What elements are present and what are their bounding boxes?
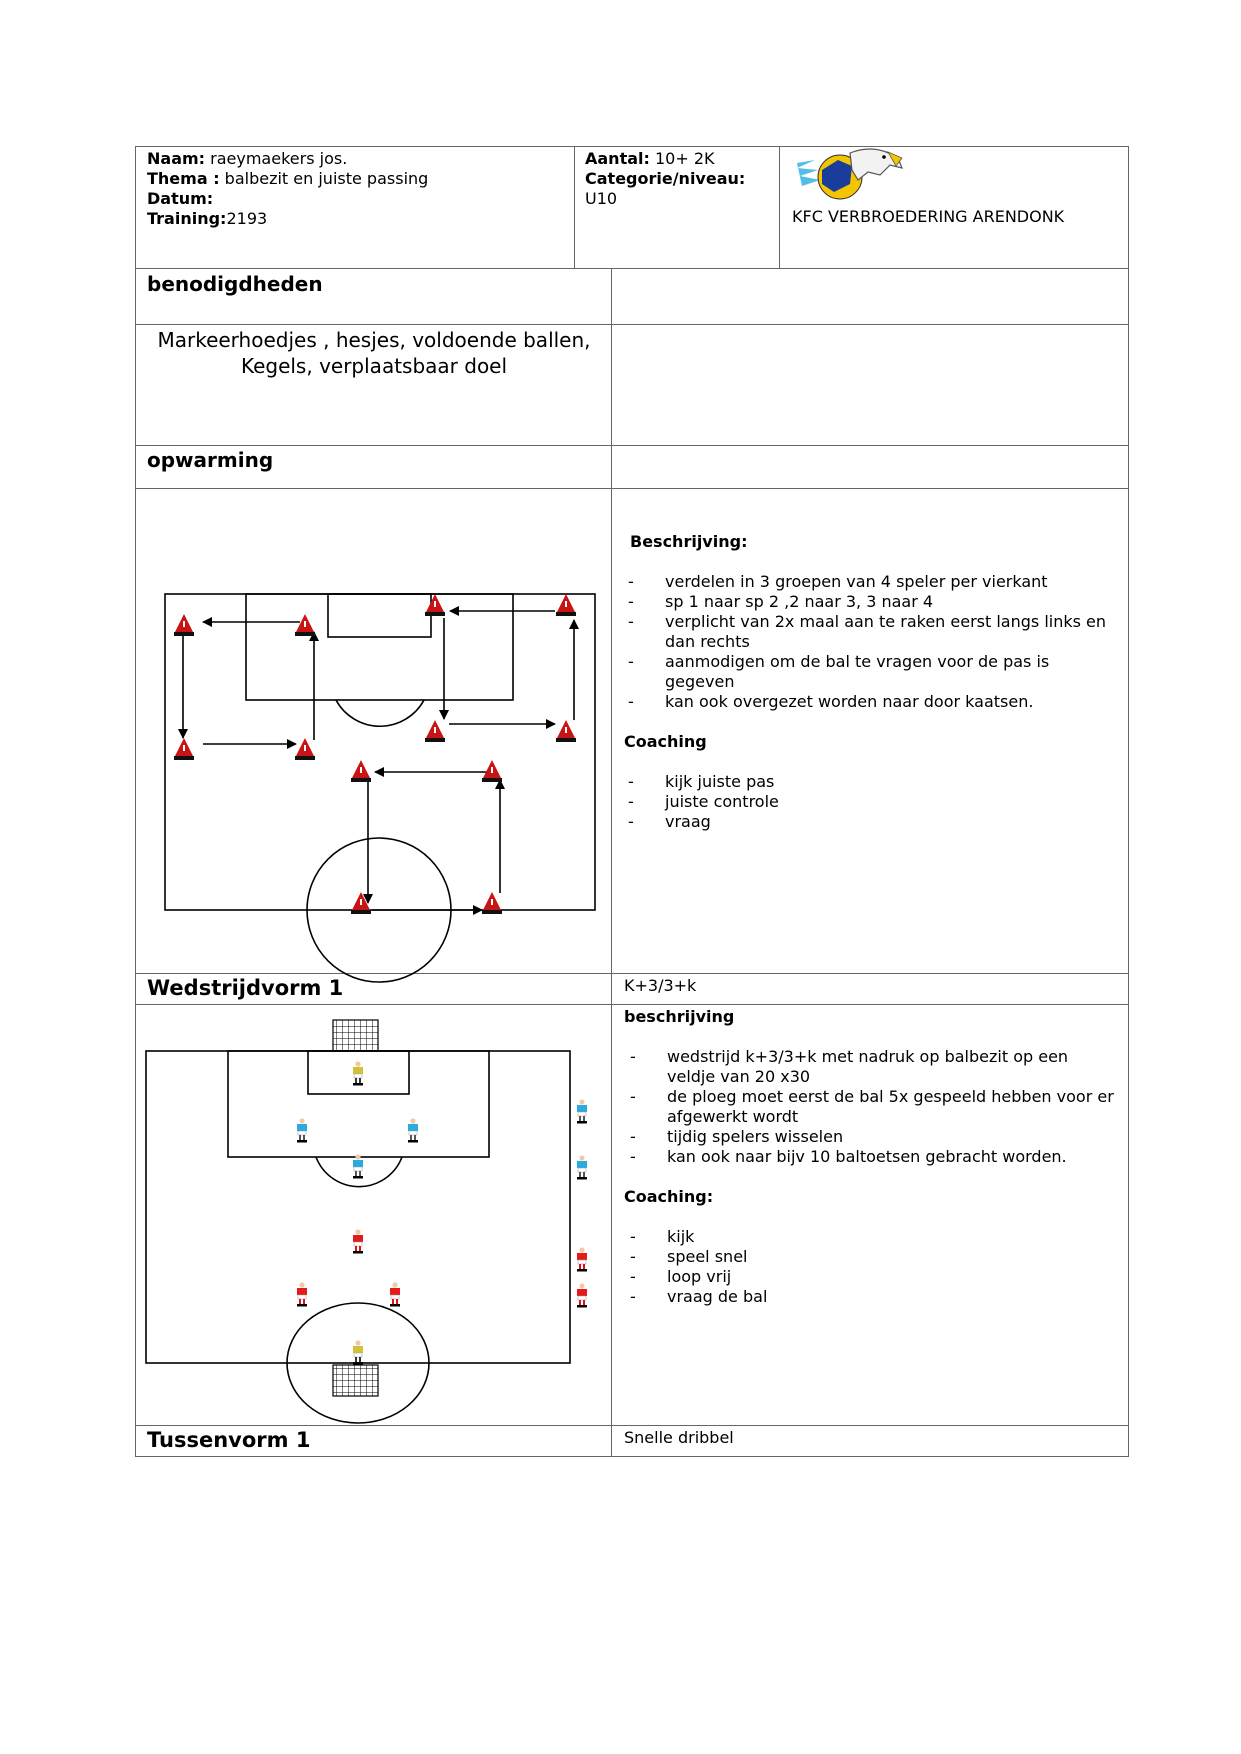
section-title-wedstrijdvorm: Wedstrijdvorm 1 bbox=[147, 976, 344, 1000]
wedstrijdvorm-description bbox=[624, 1007, 1114, 1307]
red-player-icon bbox=[577, 1283, 587, 1307]
goal-area bbox=[328, 594, 431, 637]
cone-icon bbox=[174, 614, 194, 636]
section-title-benodigdheden: benodigdheden bbox=[147, 272, 323, 296]
list-item: - aanmodigen om de bal te vragen voor de pas is gegeven bbox=[628, 652, 1118, 692]
cone-icon bbox=[482, 892, 502, 914]
list-item: - loop vrij bbox=[630, 1267, 1114, 1287]
blue-player-icon bbox=[577, 1155, 587, 1179]
blue-player-icon bbox=[353, 1154, 363, 1178]
red-player-icon bbox=[390, 1282, 400, 1306]
coaching-list bbox=[628, 772, 1118, 832]
aantal-label: Aantal: bbox=[585, 149, 650, 168]
blue-player-icon bbox=[577, 1099, 587, 1123]
red-player-icon bbox=[297, 1282, 307, 1306]
list-item: - kijk bbox=[630, 1227, 1114, 1247]
equipment-line: Kegels, verplaatsbaar doel bbox=[240, 354, 508, 378]
list-item: - kan ook overgezet worden naar door kaatsen. bbox=[628, 692, 1118, 712]
goal-icon bbox=[333, 1020, 378, 1051]
list-item: - verplicht van 2x maal aan te raken eerst langs links en dan rechts bbox=[628, 612, 1118, 652]
tussenvorm-subtitle: Snelle dribbel bbox=[624, 1428, 734, 1447]
list-item: - verdelen in 3 groepen van 4 speler per vierkant bbox=[628, 572, 1118, 592]
goal-icon bbox=[333, 1365, 378, 1396]
keeper-player-icon bbox=[353, 1340, 363, 1364]
list-item: - vraag bbox=[628, 812, 1118, 832]
categorie-value: U10 bbox=[585, 189, 618, 208]
cone-icon bbox=[174, 738, 194, 760]
header-group-info bbox=[585, 149, 775, 209]
red-player-icon bbox=[353, 1229, 363, 1253]
beschrijving-title: Beschrijving: bbox=[630, 532, 748, 551]
list-item: - sp 1 naar sp 2 ,2 naar 3, 3 naar 4 bbox=[628, 592, 1118, 612]
cone-icon bbox=[295, 738, 315, 760]
cone-icon bbox=[351, 760, 371, 782]
coaching-title: Coaching bbox=[624, 732, 707, 751]
section-title-tussenvorm: Tussenvorm 1 bbox=[147, 1428, 311, 1452]
equipment-line: Markeerhoedjes , hesjes, voldoende ballen, bbox=[157, 328, 591, 352]
keeper-player-icon bbox=[353, 1061, 363, 1085]
goal-area bbox=[308, 1051, 409, 1094]
cone-icon bbox=[351, 892, 371, 914]
list-item: - de ploeg moet eerst de bal 5x gespeeld hebben voor er afgewerkt wordt bbox=[630, 1087, 1114, 1127]
club-name: KFC VERBROEDERING ARENDONK bbox=[792, 207, 1065, 226]
naam-label: Naam: bbox=[147, 149, 206, 168]
equipment-list bbox=[137, 327, 611, 379]
section-title-opwarming: opwarming bbox=[147, 448, 274, 472]
categorie-label: Categorie/niveau: bbox=[585, 169, 746, 188]
wedstrijdvorm-subtitle: K+3/3+k bbox=[624, 976, 697, 995]
list-item: - juiste controle bbox=[628, 792, 1118, 812]
list-item: - vraag de bal bbox=[630, 1287, 1114, 1307]
cone-icon bbox=[295, 614, 315, 636]
blue-player-icon bbox=[297, 1118, 307, 1142]
penalty-arc bbox=[336, 700, 424, 726]
header-info bbox=[147, 149, 567, 229]
beschrijving-list bbox=[630, 1047, 1114, 1167]
list-item: - kijk juiste pas bbox=[628, 772, 1118, 792]
beschrijving-title: beschrijving bbox=[624, 1007, 735, 1026]
penalty-area bbox=[228, 1051, 489, 1157]
list-item: - tijdig spelers wisselen bbox=[630, 1127, 1114, 1147]
aantal-value: 10+ 2K bbox=[649, 149, 715, 168]
datum-label: Datum: bbox=[147, 189, 214, 208]
list-item: - wedstrijd k+3/3+k met nadruk op balbezit op een veldje van 20 x30 bbox=[630, 1047, 1114, 1087]
training-label: Training: bbox=[147, 209, 227, 228]
cone-icon bbox=[556, 720, 576, 742]
red-player-icon bbox=[577, 1247, 587, 1271]
field-outline bbox=[146, 1051, 570, 1363]
center-circle bbox=[307, 838, 451, 982]
opwarming-description bbox=[624, 532, 1118, 832]
field-outline bbox=[165, 594, 595, 910]
cone-icon bbox=[482, 760, 502, 782]
eagle-ball-logo bbox=[797, 149, 902, 199]
naam-value: raeymaekers jos. bbox=[205, 149, 348, 168]
blue-player-icon bbox=[408, 1118, 418, 1142]
cone-icon bbox=[425, 594, 445, 616]
cone-icon bbox=[556, 594, 576, 616]
training-value: 2193 bbox=[226, 209, 268, 228]
penalty-area bbox=[246, 594, 513, 700]
list-item: - speel snel bbox=[630, 1247, 1114, 1267]
coaching-title: Coaching: bbox=[624, 1187, 714, 1206]
thema-label: Thema : bbox=[147, 169, 220, 188]
list-item: - kan ook naar bijv 10 baltoetsen gebracht worden. bbox=[630, 1147, 1114, 1167]
center-circle bbox=[287, 1303, 429, 1423]
coaching-list bbox=[630, 1227, 1114, 1307]
beschrijving-list bbox=[628, 572, 1118, 712]
cone-icon bbox=[425, 720, 445, 742]
thema-value: balbezit en juiste passing bbox=[219, 169, 429, 188]
penalty-arc bbox=[316, 1157, 402, 1187]
cones bbox=[174, 594, 576, 914]
